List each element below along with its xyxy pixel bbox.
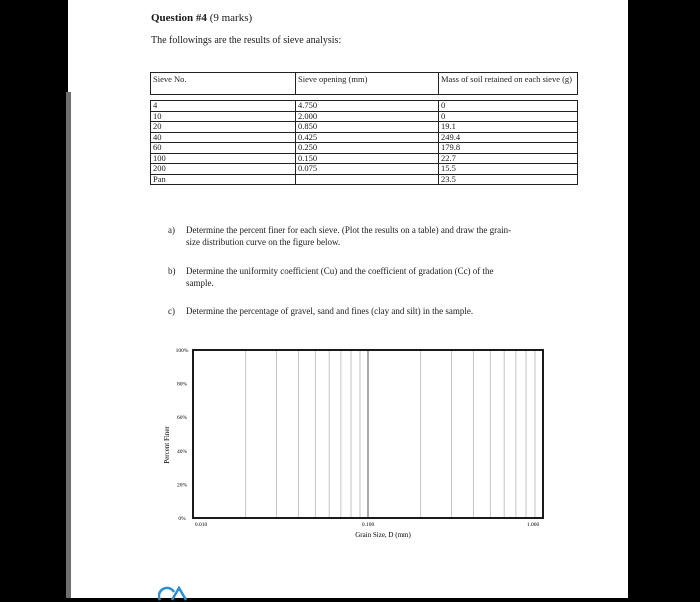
scroll-edge [66, 92, 71, 598]
x-axis-ticks [195, 522, 540, 528]
header-sieve-no: Sieve No. [151, 73, 296, 95]
y-tick-label: 80% [176, 381, 188, 388]
table-row [151, 153, 578, 164]
y-tick-label: 100% [175, 348, 189, 354]
mass-retained-cell: 0 [439, 101, 578, 112]
sieve-results-table [150, 72, 578, 185]
table-header-row [151, 73, 578, 95]
part-b-label: b) [168, 266, 176, 276]
sieve-opening-cell: 0.250 [296, 143, 439, 154]
sieve-no-cell: 10 [151, 111, 296, 122]
sieve-opening-cell: 0.075 [296, 164, 439, 175]
sieve-opening-cell: 4.750 [296, 101, 439, 112]
y-axis-ticks [176, 348, 189, 522]
table-row [151, 101, 578, 112]
mass-retained-cell: 23.5 [439, 174, 578, 185]
sieve-no-cell: 4 [151, 101, 296, 112]
grain-size-chart [160, 340, 580, 550]
table-row [151, 143, 578, 154]
part-a-line2: size distribution curve on the figure below. [186, 237, 341, 247]
mass-retained-cell: 179.8 [439, 143, 578, 154]
sieve-opening-cell: 2.000 [296, 111, 439, 122]
sieve-opening-cell: 0.425 [296, 132, 439, 143]
question-title [151, 12, 252, 24]
sieve-opening-cell [296, 174, 439, 185]
sieve-opening-cell: 0.150 [296, 153, 439, 164]
part-c-label: c) [168, 306, 175, 316]
sieve-no-cell: 100 [151, 153, 296, 164]
table-row [151, 132, 578, 143]
header-mass-retained: Mass of soil retained on each sieve (g) [439, 73, 578, 95]
table-row [151, 122, 578, 133]
y-axis-label: Percent Finer [163, 426, 171, 464]
question-intro: The followings are the results of sieve analysis: [151, 35, 342, 46]
question-marks: (9 marks) [209, 12, 253, 24]
part-a-line1: Determine the percent finer for each sieve. (Plot the results on a table) and draw the grain- [186, 225, 512, 235]
x-tick-label: 1.000 [526, 522, 540, 528]
part-b-line2: sample. [186, 278, 214, 288]
sieve-no-cell: 20 [151, 122, 296, 133]
sieve-no-cell: Pan [151, 174, 296, 185]
x-tick-label: 0.010 [194, 522, 208, 528]
mass-retained-cell: 0 [439, 111, 578, 122]
app-logo-icon [158, 584, 188, 602]
sieve-no-cell: 40 [151, 132, 296, 143]
mass-retained-cell: 19.1 [439, 122, 578, 133]
part-a-label: a) [168, 225, 175, 235]
chart-gridlines [246, 350, 535, 518]
table-row [151, 174, 578, 185]
question-number: Question #4 [151, 12, 207, 24]
y-tick-label: 60% [176, 415, 188, 422]
mass-retained-cell: 22.7 [439, 153, 578, 164]
mass-retained-cell: 15.5 [439, 164, 578, 175]
x-axis-label: Grain Size, D (mm) [355, 531, 411, 539]
sieve-opening-cell: 0.850 [296, 122, 439, 133]
mass-retained-cell: 249.4 [439, 132, 578, 143]
y-tick-label: 20% [176, 482, 188, 489]
x-tick-label: 0.100 [361, 522, 375, 528]
header-sieve-opening: Sieve opening (mm) [296, 73, 439, 95]
y-tick-label: 40% [176, 448, 188, 455]
sieve-no-cell: 60 [151, 143, 296, 154]
sieve-no-cell: 200 [151, 164, 296, 175]
table-row [151, 164, 578, 175]
part-b-line1: Determine the uniformity coefficient (Cu) and the coefficient of gradation (Cc) of the [186, 266, 494, 276]
table-row [151, 111, 578, 122]
part-c-line1: Determine the percentage of gravel, sand and fines (clay and silt) in the sample. [186, 306, 474, 316]
y-tick-label: 0% [178, 516, 186, 522]
